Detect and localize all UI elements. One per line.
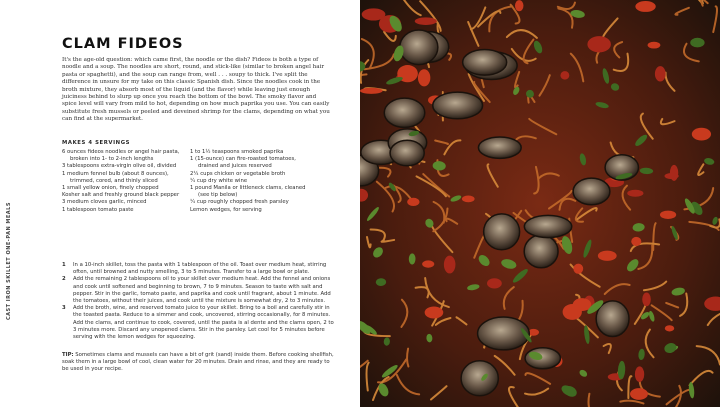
- tomato-piece: [587, 36, 611, 52]
- step-text: In a 10-inch skillet, toss the pasta with 1 tablespoon of the oil. Toast over medium heat, stirring often, until browned and nutty smelling, 3 to 5 minutes. Transfer to a large bowl or plate.: [73, 262, 327, 276]
- clam-fideos-photo: [360, 0, 720, 407]
- method-step: [62, 262, 334, 276]
- clam-shell: [524, 215, 571, 237]
- ingredient-item: 1 medium fennel bulb (about 8 ounces), trimmed, cored, and thinly sliced: [62, 170, 169, 184]
- running-head: CAST IRON SKILLET ONE-PAN MEALS: [6, 202, 12, 320]
- tomato-piece: [631, 237, 641, 246]
- ingredient-item: 1 tablespoon tomato paste: [62, 206, 134, 213]
- ingredient-item: 3 medium cloves garlic, minced: [62, 199, 147, 206]
- ingredient-item: Kosher salt and freshly ground black pepper: [62, 192, 180, 199]
- clam-shell: [390, 140, 424, 165]
- recipe-intro: It's the age-old question: which came first, the noodle or the dish? Fideos is both a type of noodle and a soup. The noodles are short, round, and stick-like (similar to broken angel hair pasta or spaghetti), and the soup can range from, well . . . soupy to thick. I've split the difference in unsure for my take on this classic Spanish dish. Since the noodles cook in the broth mixture, they absorb most of the liquid (and the flavor) while leaving just enough juiciness behind to slurp up once you reach the bottom of the bowl. The smoky flavor and spice level will vary from mild to hot, depending on how much paprika you use. You can easily substitute fresh mussels or peeled and deveined shrimp for the clams, depending on what you can find at the supermarket.: [62, 57, 330, 123]
- tomato-piece: [573, 264, 583, 274]
- tomato-piece: [692, 128, 711, 141]
- recipe-tip: [62, 352, 334, 374]
- tomato-piece: [664, 173, 678, 179]
- tomato-piece: [630, 388, 648, 400]
- recipe-title: CLAM FIDEOS: [62, 36, 184, 52]
- tip-label: TIP:: [62, 352, 74, 358]
- tomato-piece: [627, 190, 643, 197]
- tomato-piece: [487, 278, 502, 288]
- ingredient-item: 1 pound Manila or littleneck clams, cleaned (see tip below): [190, 185, 306, 199]
- tomato-piece: [462, 196, 475, 203]
- clam-shell: [573, 178, 610, 205]
- clam-shell: [463, 49, 507, 75]
- ingredient-item: 1 (15-ounce) can fire-roasted tomatoes, drained and juices reserved: [190, 156, 296, 170]
- tomato-piece: [598, 251, 617, 261]
- ingredients-left-column: [62, 149, 182, 214]
- clam-shell: [433, 92, 483, 119]
- clam-shell: [484, 214, 520, 250]
- parsley-leaf: [690, 38, 704, 48]
- tomato-piece: [665, 325, 674, 331]
- clam-shell: [400, 30, 438, 65]
- step-text: Add the remaining 2 tablespoons oil to your skillet over medium heat. Add the fennel and onions and cook until softened and beginning to brown, 7 to 9 minutes. Season to taste with salt and pepper. Stir in the garlic, tomato paste, and paprika and cook until fragrant, about 1 minute. Add the tomatoes, without their juices, and cook until the mixture is somewhat dry, 2 to 3 minutes.: [73, 276, 331, 305]
- tomato-piece: [515, 0, 523, 11]
- step-number: 3: [62, 305, 66, 312]
- clam-shell: [525, 348, 560, 369]
- ingredient-item: 6 ounces fideos noodles or angel hair pasta, broken into 1- to 2-inch lengths: [62, 149, 180, 163]
- tomato-piece: [642, 293, 651, 307]
- tomato-piece: [407, 198, 419, 206]
- tomato-piece: [360, 88, 383, 94]
- clam-shell: [384, 98, 425, 127]
- ingredient-item: Lemon wedges, for serving: [190, 206, 262, 213]
- step-number: 1: [62, 262, 66, 268]
- tomato-piece: [573, 298, 591, 311]
- method-steps: [62, 262, 334, 341]
- tomato-piece: [444, 256, 456, 274]
- tomato-piece: [418, 69, 430, 86]
- tomato-piece: [655, 66, 666, 81]
- tomato-piece: [425, 307, 444, 319]
- tomato-piece: [415, 17, 437, 25]
- food-photo-page: [360, 0, 720, 407]
- ingredient-item: ¼ cup dry white wine: [190, 177, 248, 184]
- tip-text: Sometimes clams and mussels can have a bit of grit (sand) inside them. Before cooking shellfish, soak them in a large bowl of cool, clean water for 20 minutes. Drain and rinse, and they are ready to be used in your recipe.: [62, 352, 334, 373]
- ingredient-item: 1 small yellow onion, finely chopped: [62, 185, 159, 192]
- step-number: 2: [62, 276, 66, 283]
- tomato-piece: [660, 211, 676, 219]
- tomato-piece: [560, 71, 569, 79]
- ingredients-right-column: [190, 149, 315, 214]
- tomato-piece: [422, 260, 434, 267]
- method-step: [62, 276, 334, 305]
- servings-label: MAKES 4 SERVINGS: [62, 140, 131, 146]
- clam-shell: [478, 137, 521, 158]
- clam-shell: [478, 317, 530, 350]
- tomato-piece: [635, 366, 644, 382]
- ingredient-item: 3 tablespoons extra-virgin olive oil, divided: [62, 163, 177, 170]
- method-step: [62, 305, 334, 341]
- step-text: Add the broth, wine, and reserved tomato juice to your skillet. Bring to a boil and carefully stir in the toasted pasta. Reduce to a simmer and cook, uncovered, stirring occasionally, for 8 minutes. Add the clams, and continue to cook, covered, until the pasta is al dente and the clams open, 2 to 3 minutes more. Discard any unopened clams. Stir in the parsley. Let cool for 5 minutes before serving with the lemon wedges for squeezing.: [73, 305, 334, 341]
- tomato-piece: [635, 1, 655, 12]
- ingredient-item: ¼ cup roughly chopped fresh parsley: [190, 199, 289, 206]
- ingredient-item: 2¼ cups chicken or vegetable broth: [190, 170, 286, 177]
- tomato-piece: [648, 42, 661, 49]
- clam-shell: [524, 235, 558, 268]
- ingredient-item: 1 to 1½ teaspoons smoked paprika: [190, 149, 284, 155]
- clam-shell: [461, 361, 498, 396]
